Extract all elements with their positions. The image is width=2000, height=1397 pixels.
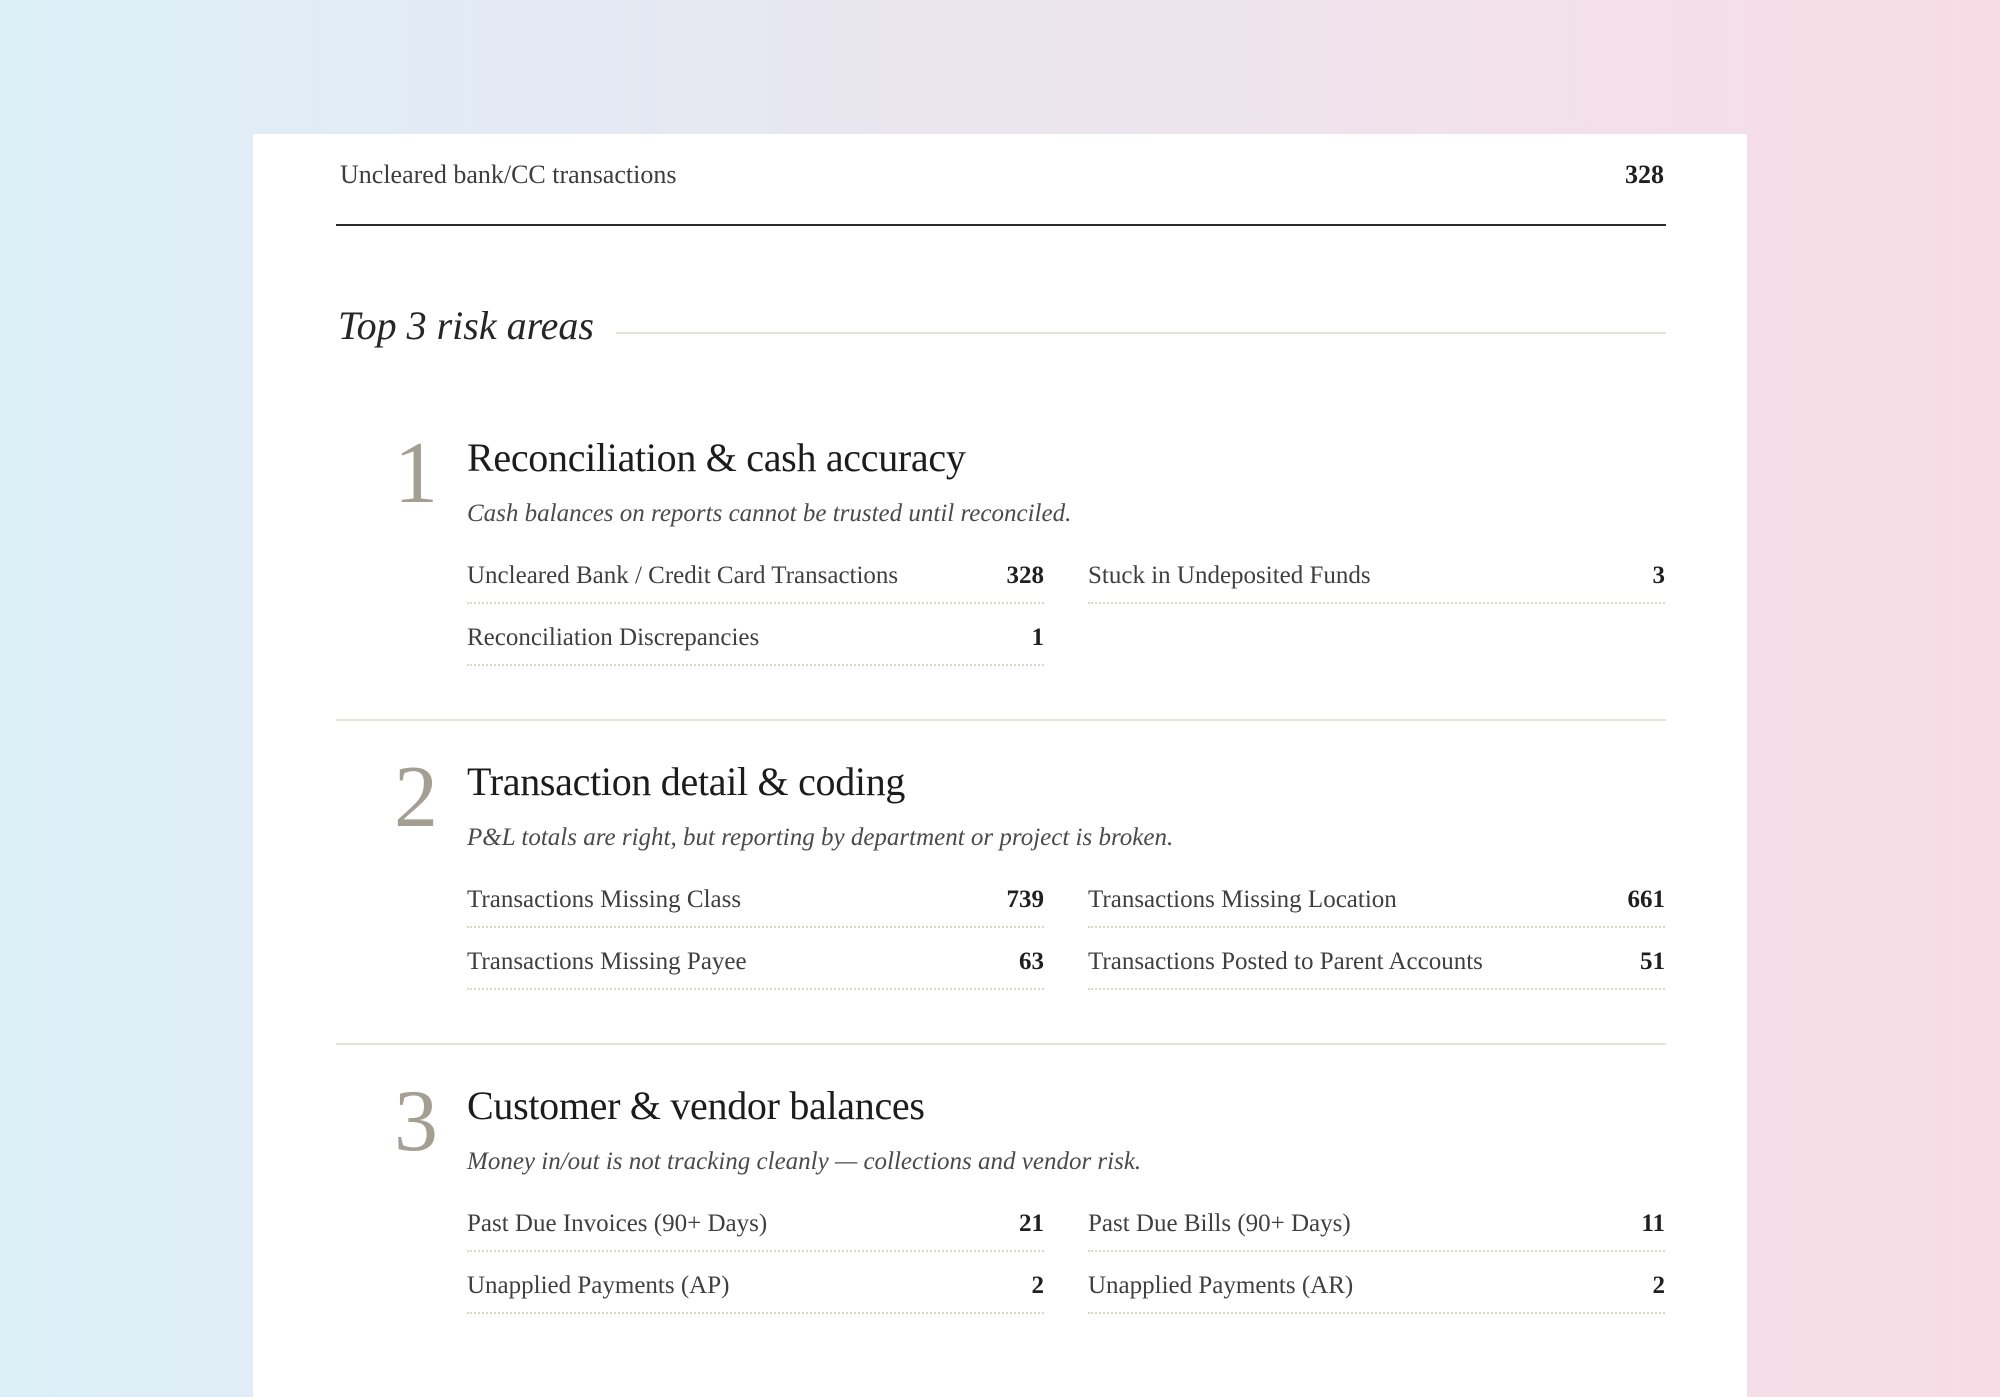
metric-value: 1 — [1031, 624, 1044, 651]
risk-area-number: 2 — [394, 749, 438, 846]
metric-value: 661 — [1627, 886, 1665, 913]
metric-label: Transactions Missing Class — [467, 886, 742, 913]
metric-label: Reconciliation Discrepancies — [467, 624, 760, 651]
metric-missing-location — [1088, 878, 1665, 928]
metric-label: Transactions Posted to Parent Accounts — [1088, 948, 1483, 975]
metric-past-due-invoices — [467, 1202, 1044, 1252]
risk-area-2 — [336, 749, 1666, 994]
metric-past-due-bills — [1088, 1202, 1665, 1252]
section-title-text: Top 3 risk areas — [338, 302, 616, 349]
metric-label: Unapplied Payments (AP) — [467, 1272, 730, 1299]
risk-area-subtitle: P&L totals are right, but reporting by department or project is broken. — [467, 824, 1174, 851]
metric-undeposited-funds — [1088, 554, 1665, 604]
area-divider — [336, 1043, 1666, 1045]
metric-label: Past Due Invoices (90+ Days) — [467, 1210, 768, 1237]
risk-area-1 — [336, 425, 1666, 670]
metric-reconciliation-discrepancies — [467, 616, 1044, 666]
risk-area-title: Transaction detail & coding — [467, 759, 906, 804]
metric-value: 11 — [1641, 1210, 1665, 1237]
risk-area-subtitle: Money in/out is not tracking cleanly — collections and vendor risk. — [467, 1148, 1142, 1175]
metric-label: Past Due Bills (90+ Days) — [1088, 1210, 1351, 1237]
metric-value: 2 — [1652, 1272, 1665, 1299]
section-title-rule — [612, 332, 1666, 334]
metric-label: Unapplied Payments (AR) — [1088, 1272, 1354, 1299]
risk-area-title: Reconciliation & cash accuracy — [467, 435, 966, 480]
metric-value: 2 — [1031, 1272, 1044, 1299]
metric-value: 328 — [1006, 562, 1044, 589]
metric-value: 51 — [1640, 948, 1665, 975]
metric-unapplied-payments-ar — [1088, 1264, 1665, 1314]
metric-unapplied-payments-ap — [467, 1264, 1044, 1314]
metric-value: 63 — [1019, 948, 1044, 975]
metric-label: Uncleared Bank / Credit Card Transactions — [467, 562, 899, 589]
metric-value: 21 — [1019, 1210, 1044, 1237]
metric-label: Transactions Missing Payee — [467, 948, 747, 975]
risk-area-number: 1 — [394, 425, 438, 522]
metric-missing-class — [467, 878, 1044, 928]
section-title — [336, 302, 1666, 362]
risk-area-subtitle: Cash balances on reports cannot be trusted until reconciled. — [467, 500, 1072, 527]
metric-label: Transactions Missing Location — [1088, 886, 1397, 913]
metric-parent-accounts — [1088, 940, 1665, 990]
risk-area-3 — [336, 1073, 1666, 1318]
metric-label: Stuck in Undeposited Funds — [1088, 562, 1371, 589]
metric-value: 3 — [1652, 562, 1665, 589]
area-divider — [336, 719, 1666, 721]
metric-value: 739 — [1006, 886, 1044, 913]
metric-missing-payee — [467, 940, 1044, 990]
report-page — [253, 134, 1747, 1397]
summary-row-label: Uncleared bank/CC transactions — [340, 160, 677, 189]
risk-area-title: Customer & vendor balances — [467, 1083, 925, 1128]
metric-uncleared-bank-cc — [467, 554, 1044, 604]
summary-row-value: 328 — [1625, 160, 1664, 189]
summary-row — [336, 134, 1666, 226]
risk-area-number: 3 — [394, 1073, 438, 1170]
